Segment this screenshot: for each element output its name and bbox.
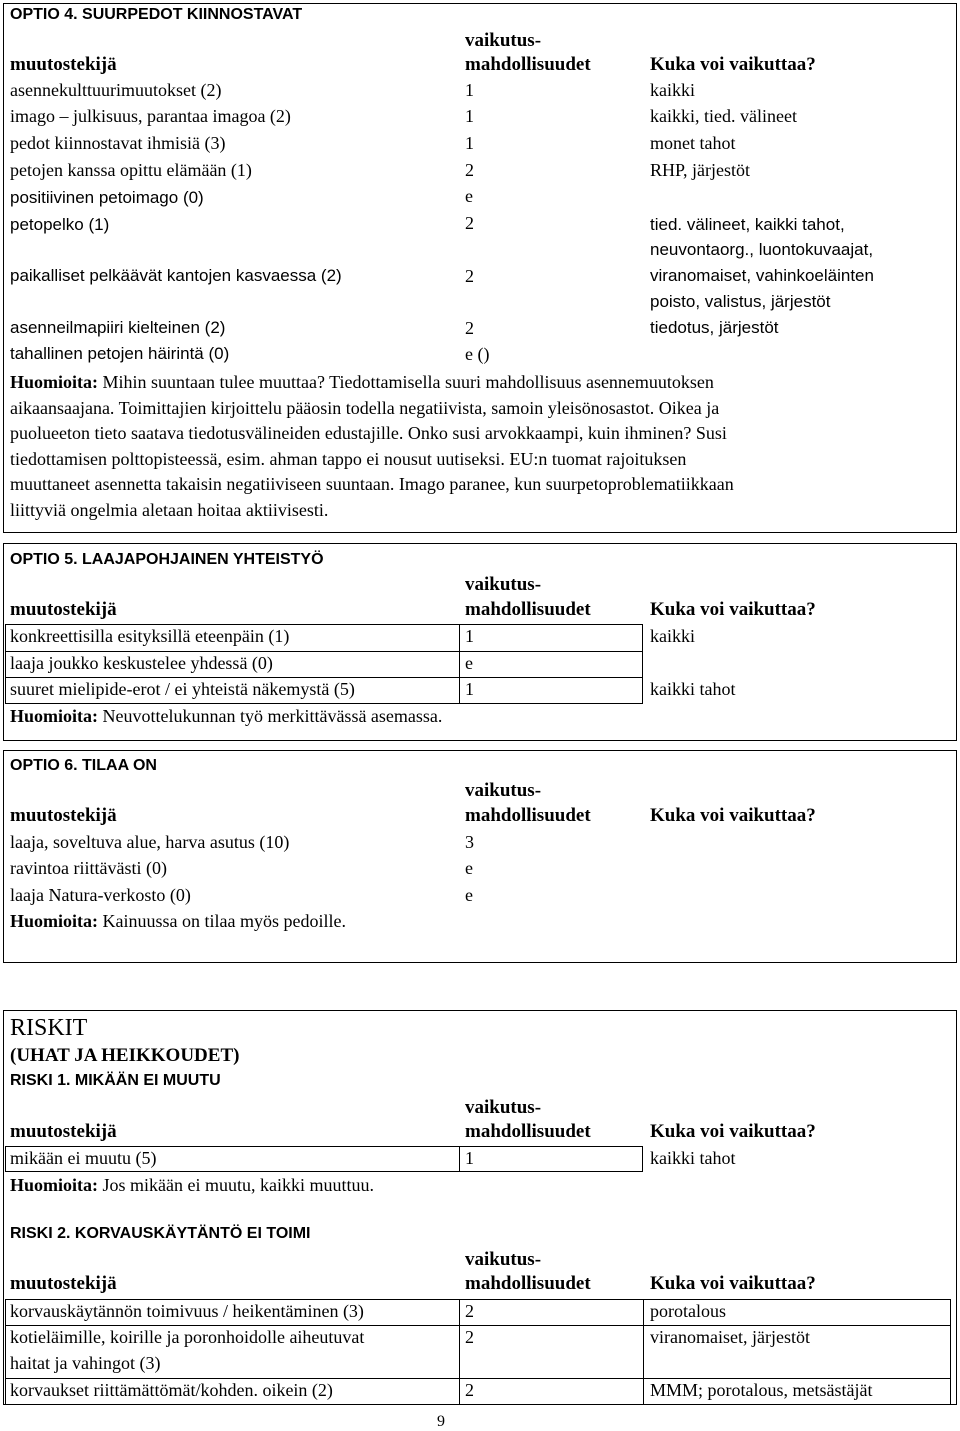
note-label: Huomioita: — [10, 372, 98, 392]
table-row-cell: petopelko (1) — [10, 215, 110, 234]
risk2-col-vaikutus-2: mahdollisuudet — [465, 1273, 591, 1294]
table-row-cell: 1 — [465, 1148, 474, 1168]
risk2-grid-line — [643, 1299, 644, 1405]
table-row-cell: konkreettisilla esityksillä eteenpäin (1) — [10, 626, 290, 646]
risk1-grid-line — [459, 1146, 460, 1172]
table-row-cell: 2 — [465, 1301, 474, 1321]
table-row-cell: korvauskäytännön toimivuus / heikentäminen (3) — [10, 1301, 364, 1321]
option4-heading: OPTIO 4. SUURPEDOT KIINNOSTAVAT — [10, 6, 303, 23]
risk2-grid-line — [5, 1378, 951, 1379]
option4-col-vaikutus-2: mahdollisuudet — [465, 54, 591, 75]
table-row-cell: haitat ja vahingot (3) — [10, 1353, 161, 1373]
table-row-cell: monet tahot — [650, 133, 736, 153]
table-row-cell: kaikki — [650, 626, 695, 646]
note-label: Huomioita: — [10, 1175, 98, 1195]
table-row-cell: korvaukset riittämättömät/kohden. oikein (2) — [10, 1380, 333, 1400]
table-row-cell: e — [465, 186, 473, 206]
risk1-col-kuka: Kuka voi vaikuttaa? — [650, 1121, 816, 1142]
table-row-cell: laaja Natura-verkosto (0) — [10, 885, 191, 905]
note-text: aikaansaajana. Toimittajien kirjoittelu pääosin todella negatiivista, samoin yleisönosastot. Oikea ja — [10, 397, 720, 418]
option5-col-vaikutus-2: mahdollisuudet — [465, 599, 591, 620]
table-row-cell: petojen kanssa opittu elämään (1) — [10, 160, 252, 180]
table-row-cell: tied. välineet, kaikki tahot, — [650, 215, 845, 234]
table-row-cell: e () — [465, 344, 490, 364]
table-row-cell: 1 — [465, 626, 474, 646]
note-label: Huomioita: — [10, 911, 98, 931]
note-text: puolueeton tieto saatava tiedotusvälineiden edustajille. Onko susi arvokkaampi, kuin ihminen? Susi — [10, 423, 727, 444]
risk2-col-vaikutus-1: vaikutus- — [465, 1249, 542, 1270]
option5-notes — [10, 706, 442, 727]
table-row-cell: tiedotus, järjestöt — [650, 318, 779, 337]
table-row-cell: 2 — [465, 266, 474, 286]
table-row-cell: asennekulttuurimuutokset (2) — [10, 80, 222, 100]
table-row-cell: neuvontaorg., luontokuvaajat, — [650, 240, 874, 259]
table-row-cell: e — [465, 653, 473, 673]
table-row-cell: positiivinen petoimago (0) — [10, 188, 204, 207]
risk2-heading: RISKI 2. KORVAUSKÄYTÄNTÖ EI TOIMI — [10, 1225, 311, 1242]
note-text: muuttaneet asennetta takaisin negatiiviseen suuntaan. Imago paranee, kun suurpetoproblematiikkaan — [10, 474, 734, 495]
table-row-cell: 2 — [465, 318, 474, 338]
risk2-col-kuka: Kuka voi vaikuttaa? — [650, 1273, 816, 1294]
table-row-cell: RHP, järjestöt — [650, 160, 751, 180]
table-row-cell: 1 — [465, 106, 474, 126]
table-row-cell: viranomaiset, järjestöt — [650, 1327, 810, 1347]
option6-col-kuka: Kuka voi vaikuttaa? — [650, 805, 816, 826]
table-row-cell: laaja joukko keskustelee yhdessä (0) — [10, 653, 273, 673]
table-row-cell: MMM; porotalous, metsästäjät — [650, 1380, 873, 1400]
table-row-cell: laaja, soveltuva alue, harva asutus (10) — [10, 832, 290, 852]
table-row-cell: kaikki — [650, 80, 695, 100]
note-label: Huomioita: — [10, 706, 98, 726]
table-row-cell: 1 — [465, 679, 474, 699]
table-row-cell: tahallinen petojen häirintä (0) — [10, 344, 230, 363]
page-number: 9 — [437, 1413, 445, 1430]
note-text: Mihin suuntaan tulee muuttaa? Tiedottamisella suuri mahdollisuus asennemuutoksen — [98, 372, 714, 392]
table-row-cell: 2 — [465, 160, 474, 180]
risks-subtitle: (UHAT JA HEIKKOUDET) — [10, 1045, 240, 1066]
risk1-col-vaikutus-1: vaikutus- — [465, 1097, 542, 1118]
table-row-cell: mikään ei muutu (5) — [10, 1148, 157, 1168]
table-row-cell: 2 — [465, 1327, 474, 1347]
option6-col-vaikutus-1: vaikutus- — [465, 780, 542, 801]
option5-col-vaikutus-1: vaikutus- — [465, 574, 542, 595]
note-text: Kainuussa on tilaa myös pedoille. — [98, 911, 346, 931]
table-row-cell: suuret mielipide-erot / ei yhteistä näkemystä (5) — [10, 679, 355, 699]
risk2-grid-line — [459, 1299, 460, 1405]
table-row-cell: pedot kiinnostavat ihmisiä (3) — [10, 133, 226, 153]
table-row-cell: kaikki tahot — [650, 679, 736, 699]
table-row-cell: kaikki, tied. välineet — [650, 106, 797, 126]
table-row-cell: e — [465, 858, 473, 878]
note-text: Jos mikään ei muutu, kaikki muuttuu. — [98, 1175, 374, 1195]
table-row-cell: e — [465, 885, 473, 905]
option4-col-vaikutus-1: vaikutus- — [465, 30, 542, 51]
option6-col-muutostekija: muutostekijä — [10, 805, 117, 826]
note-text: liittyviä ongelmia aletaan hoitaa aktiivisesti. — [10, 499, 329, 520]
risk2-col-muutostekija: muutostekijä — [10, 1273, 117, 1294]
option6-col-vaikutus-2: mahdollisuudet — [465, 805, 591, 826]
risk1-notes — [10, 1175, 374, 1196]
table-row-cell: asenneilmapiiri kielteinen (2) — [10, 318, 226, 337]
table-row-cell: 1 — [465, 80, 474, 100]
option5-col-muutostekija: muutostekijä — [10, 599, 117, 620]
table-row-cell: kaikki tahot — [650, 1148, 736, 1168]
risk1-heading: RISKI 1. MIKÄÄN EI MUUTU — [10, 1072, 221, 1089]
table-row-cell: ravintoa riittävästi (0) — [10, 858, 167, 878]
option6-notes — [10, 911, 346, 932]
table-row-cell: poisto, valistus, järjestöt — [650, 292, 831, 311]
table-row-cell: 3 — [465, 832, 474, 852]
note-text: Neuvottelukunnan työ merkittävässä asemassa. — [98, 706, 443, 726]
risk2-grid-line — [5, 1325, 951, 1326]
option4-col-muutostekija: muutostekijä — [10, 54, 117, 75]
table-row-cell: paikalliset pelkäävät kantojen kasvaessa (2) — [10, 266, 342, 285]
option6-heading: OPTIO 6. TILAA ON — [10, 757, 157, 774]
option5-col-kuka: Kuka voi vaikuttaa? — [650, 599, 816, 620]
option5-heading: OPTIO 5. LAAJAPOHJAINEN YHTEISTYÖ — [10, 551, 324, 568]
risk1-col-muutostekija: muutostekijä — [10, 1121, 117, 1142]
option5-grid-line — [5, 651, 643, 652]
note-text: tiedottamisen polttopisteessä, esim. ahman tappo ei nousut uutiseksi. EU:n tuomat rajoituksen — [10, 448, 687, 469]
table-row-cell: 1 — [465, 133, 474, 153]
table-row-cell: 2 — [465, 213, 474, 233]
table-row-cell: 2 — [465, 1380, 474, 1400]
option4-col-kuka: Kuka voi vaikuttaa? — [650, 54, 816, 75]
risk1-col-vaikutus-2: mahdollisuudet — [465, 1121, 591, 1142]
option4-notes — [10, 370, 734, 524]
table-row-cell: viranomaiset, vahinkoeläinten — [650, 266, 874, 285]
risks-title: RISKIT — [10, 1015, 88, 1041]
table-row-cell: kotieläimille, koirille ja poronhoidolle aiheutuvat — [10, 1327, 365, 1347]
table-row-cell: imago – julkisuus, parantaa imagoa (2) — [10, 106, 291, 126]
option5-grid-line — [5, 677, 643, 678]
table-row-cell: porotalous — [650, 1301, 726, 1321]
option5-grid-line — [459, 624, 460, 704]
